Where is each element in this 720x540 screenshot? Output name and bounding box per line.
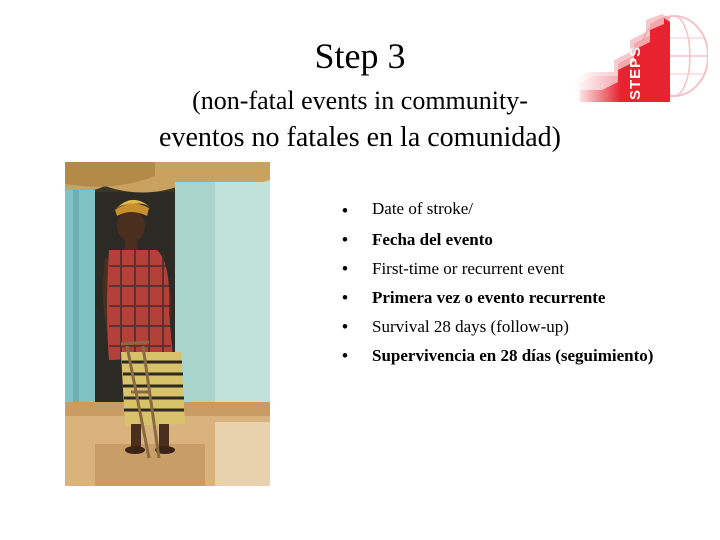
slide-subtitle-spanish: eventos no fatales en la comunidad)	[159, 122, 561, 153]
bullet-dot: •	[342, 230, 348, 249]
bullet-first-time-or-recurrent	[342, 256, 712, 281]
logo-text: STEPS	[627, 45, 644, 100]
bullet-text: Survival 28 days (follow-up)	[372, 317, 569, 336]
bullet-list	[342, 198, 712, 372]
bullet-dot: •	[342, 259, 348, 278]
slide-title: Step 3	[314, 36, 406, 76]
bullet-text: Primera vez o evento recurrente	[372, 288, 606, 307]
bullet-text: Date of stroke/	[372, 199, 474, 218]
slide-subtitle-english: (non-fatal events in community-	[192, 86, 528, 115]
bullet-dot: •	[342, 346, 348, 365]
bullet-date-of-stroke	[342, 198, 712, 223]
photo-woman-with-crutch	[65, 162, 270, 486]
bullet-text: Supervivencia en 28 días (seguimiento)	[372, 346, 654, 365]
bullet-text: Fecha del evento	[372, 230, 493, 249]
bullet-dot: •	[342, 201, 348, 220]
bullet-dot: •	[342, 317, 348, 336]
steps-logo	[574, 12, 708, 104]
bullet-survival-28-days	[342, 314, 712, 339]
bullet-text: First-time or recurrent event	[372, 259, 565, 278]
bullet-fecha-del-evento	[342, 227, 712, 252]
bullet-dot: •	[342, 288, 348, 307]
bullet-primera-vez	[342, 285, 712, 310]
bullet-supervivencia	[342, 343, 672, 368]
